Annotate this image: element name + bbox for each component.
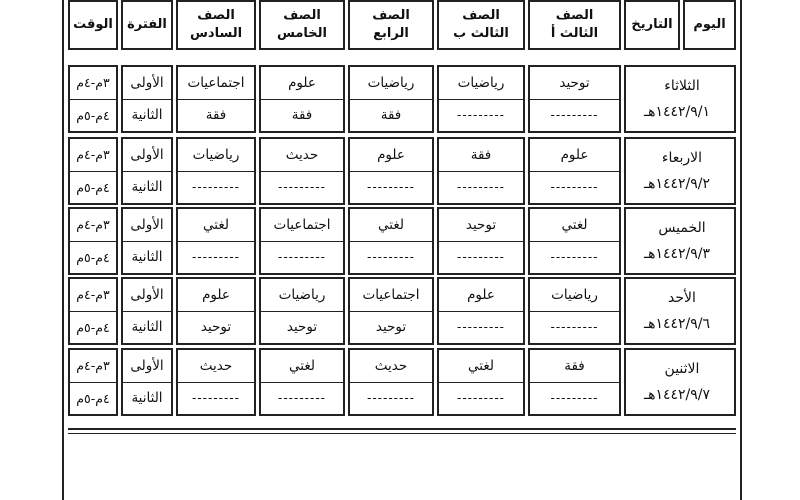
subject-cell: --------- bbox=[178, 241, 254, 274]
subject-cell: --------- bbox=[261, 171, 343, 204]
header-date: التاريخ bbox=[624, 0, 680, 50]
subject-column-grade-3a bbox=[528, 348, 621, 416]
subject-column-grade-6 bbox=[176, 277, 256, 345]
day-date: ١٤٤٢/٩/٧هـ bbox=[643, 387, 711, 403]
time-cell: ٣م-٤م bbox=[76, 75, 110, 91]
subject-cell: اجتماعيات bbox=[273, 216, 331, 233]
subject-cell: حديث bbox=[199, 357, 233, 374]
subject-cell: فقة bbox=[564, 357, 585, 374]
day-date-cell bbox=[624, 65, 736, 133]
subject-cell: لغتي bbox=[561, 216, 588, 233]
subject-cell: --------- bbox=[530, 311, 619, 344]
day-name: الاربعاء bbox=[661, 150, 703, 166]
subject-cell: علوم bbox=[202, 286, 230, 303]
time-cell: ٤م-٥م bbox=[70, 99, 116, 132]
subject-cell: رياضيات bbox=[278, 286, 326, 303]
table-bottom-line bbox=[68, 428, 736, 434]
subject-cell: --------- bbox=[530, 241, 619, 274]
period-column bbox=[121, 207, 173, 275]
subject-cell: علوم bbox=[288, 74, 316, 91]
subject-column-grade-5 bbox=[259, 348, 345, 416]
subject-cell: لغتي bbox=[378, 216, 404, 233]
subject-column-grade-4 bbox=[348, 348, 434, 416]
day-name: الثلاثاء bbox=[664, 78, 700, 94]
subject-column-grade-5 bbox=[259, 137, 345, 205]
subject-cell: --------- bbox=[439, 171, 523, 204]
time-column bbox=[68, 348, 118, 416]
time-column bbox=[68, 137, 118, 205]
subject-column-grade-5 bbox=[259, 65, 345, 133]
period-cell: الثانية bbox=[123, 241, 171, 274]
subject-cell: --------- bbox=[439, 241, 523, 274]
subject-column-grade-6 bbox=[176, 137, 256, 205]
time-cell: ٣م-٤م bbox=[76, 287, 110, 303]
subject-cell: توحيد bbox=[559, 74, 590, 91]
subject-cell: فقة bbox=[470, 146, 492, 163]
subject-column-grade-3a bbox=[528, 277, 621, 345]
subject-cell: لغتي bbox=[289, 357, 315, 374]
header-grade-6: الصف السادس bbox=[176, 0, 256, 50]
subject-cell: --------- bbox=[530, 171, 619, 204]
time-cell: ٤م-٥م bbox=[70, 311, 116, 344]
day-name: الخميس bbox=[658, 220, 706, 236]
day-block bbox=[68, 348, 736, 416]
time-column bbox=[68, 277, 118, 345]
day-date: ١٤٤٢/٩/٢هـ bbox=[643, 176, 711, 192]
time-cell: ٣م-٤م bbox=[76, 217, 110, 233]
day-date: ١٤٤٢/٩/٣هـ bbox=[643, 246, 711, 262]
subject-cell: رياضيات bbox=[367, 74, 415, 91]
subject-cell: لغتي bbox=[203, 216, 229, 233]
header-grade-4: الصف الرابع bbox=[348, 0, 434, 50]
subject-column-grade-4 bbox=[348, 277, 434, 345]
subject-cell: توحيد bbox=[178, 311, 254, 344]
subject-cell: --------- bbox=[350, 382, 432, 415]
subject-column-grade-5 bbox=[259, 207, 345, 275]
header-period: الفترة bbox=[121, 0, 173, 50]
time-cell: ٤م-٥م bbox=[70, 241, 116, 274]
subject-cell: لغتي bbox=[468, 357, 494, 374]
time-cell: ٣م-٤م bbox=[76, 147, 110, 163]
time-cell: ٣م-٤م bbox=[76, 358, 110, 374]
subject-column-grade-3b bbox=[437, 137, 525, 205]
period-cell: الأولى bbox=[130, 146, 164, 163]
subject-column-grade-4 bbox=[348, 137, 434, 205]
subject-column-grade-6 bbox=[176, 348, 256, 416]
period-cell: الأولى bbox=[130, 286, 164, 303]
time-column bbox=[68, 207, 118, 275]
subject-cell: اجتماعيات bbox=[187, 74, 245, 91]
day-name: الاثنين bbox=[664, 361, 700, 377]
frame-right-line bbox=[740, 0, 742, 500]
period-column bbox=[121, 277, 173, 345]
period-cell: الأولى bbox=[130, 357, 164, 374]
subject-cell: --------- bbox=[350, 241, 432, 274]
subject-cell: --------- bbox=[530, 99, 619, 132]
subject-cell: علوم bbox=[560, 146, 589, 163]
subject-column-grade-4 bbox=[348, 207, 434, 275]
subject-cell: رياضيات bbox=[551, 286, 598, 303]
subject-cell: --------- bbox=[178, 382, 254, 415]
subject-cell: --------- bbox=[439, 382, 523, 415]
day-block bbox=[68, 65, 736, 133]
period-column bbox=[121, 65, 173, 133]
subject-column-grade-3a bbox=[528, 65, 621, 133]
subject-cell: فقة bbox=[350, 99, 432, 132]
subject-cell: فقة bbox=[178, 99, 254, 132]
period-cell: الثانية bbox=[123, 311, 171, 344]
header-grade-3a: الصف الثالث أ bbox=[528, 0, 621, 50]
day-date-cell bbox=[624, 207, 736, 275]
table-header bbox=[68, 0, 736, 50]
subject-cell: رياضيات bbox=[457, 74, 505, 91]
subject-cell: --------- bbox=[261, 241, 343, 274]
subject-cell: --------- bbox=[530, 382, 619, 415]
subject-cell: حديث bbox=[285, 146, 319, 163]
subject-cell: --------- bbox=[261, 382, 343, 415]
day-date-cell bbox=[624, 277, 736, 345]
header-grade-3b: الصف الثالث ب bbox=[437, 0, 525, 50]
subject-cell: علوم bbox=[377, 146, 405, 163]
subject-column-grade-3a bbox=[528, 207, 621, 275]
subject-column-grade-6 bbox=[176, 65, 256, 133]
header-time: الوقت bbox=[68, 0, 118, 50]
subject-cell: --------- bbox=[439, 311, 523, 344]
period-cell: الثانية bbox=[123, 99, 171, 132]
subject-cell: علوم bbox=[467, 286, 495, 303]
day-block bbox=[68, 277, 736, 345]
subject-cell: توحيد bbox=[350, 311, 432, 344]
subject-cell: توحيد bbox=[465, 216, 497, 233]
subject-column-grade-6 bbox=[176, 207, 256, 275]
subject-column-grade-4 bbox=[348, 65, 434, 133]
subject-column-grade-5 bbox=[259, 277, 345, 345]
exam-schedule-sheet bbox=[62, 0, 742, 500]
header-day: اليوم bbox=[683, 0, 736, 50]
subject-cell: حديث bbox=[374, 357, 408, 374]
subject-cell: فقة bbox=[261, 99, 343, 132]
day-date: ١٤٤٢/٩/٦هـ bbox=[643, 316, 711, 332]
period-cell: الثانية bbox=[123, 382, 171, 415]
period-cell: الأولى bbox=[130, 216, 164, 233]
subject-cell: --------- bbox=[178, 171, 254, 204]
subject-column-grade-3b bbox=[437, 348, 525, 416]
time-cell: ٤م-٥م bbox=[70, 171, 116, 204]
period-column bbox=[121, 348, 173, 416]
header-grade-5: الصف الخامس bbox=[259, 0, 345, 50]
time-cell: ٤م-٥م bbox=[70, 382, 116, 415]
time-column bbox=[68, 65, 118, 133]
subject-column-grade-3a bbox=[528, 137, 621, 205]
subject-column-grade-3b bbox=[437, 207, 525, 275]
day-date-cell bbox=[624, 348, 736, 416]
period-column bbox=[121, 137, 173, 205]
subject-cell: توحيد bbox=[261, 311, 343, 344]
day-block bbox=[68, 207, 736, 275]
day-block bbox=[68, 137, 736, 205]
subject-column-grade-3b bbox=[437, 65, 525, 133]
day-date: ١٤٤٢/٩/١هـ bbox=[643, 104, 711, 120]
subject-cell: --------- bbox=[350, 171, 432, 204]
subject-column-grade-3b bbox=[437, 277, 525, 345]
subject-cell: رياضيات bbox=[192, 146, 240, 163]
frame-left-line bbox=[62, 0, 64, 500]
period-cell: الأولى bbox=[130, 74, 164, 91]
subject-cell: اجتماعيات bbox=[362, 286, 420, 303]
subject-cell: --------- bbox=[439, 99, 523, 132]
period-cell: الثانية bbox=[123, 171, 171, 204]
day-date-cell bbox=[624, 137, 736, 205]
day-name: الأحد bbox=[668, 290, 696, 306]
